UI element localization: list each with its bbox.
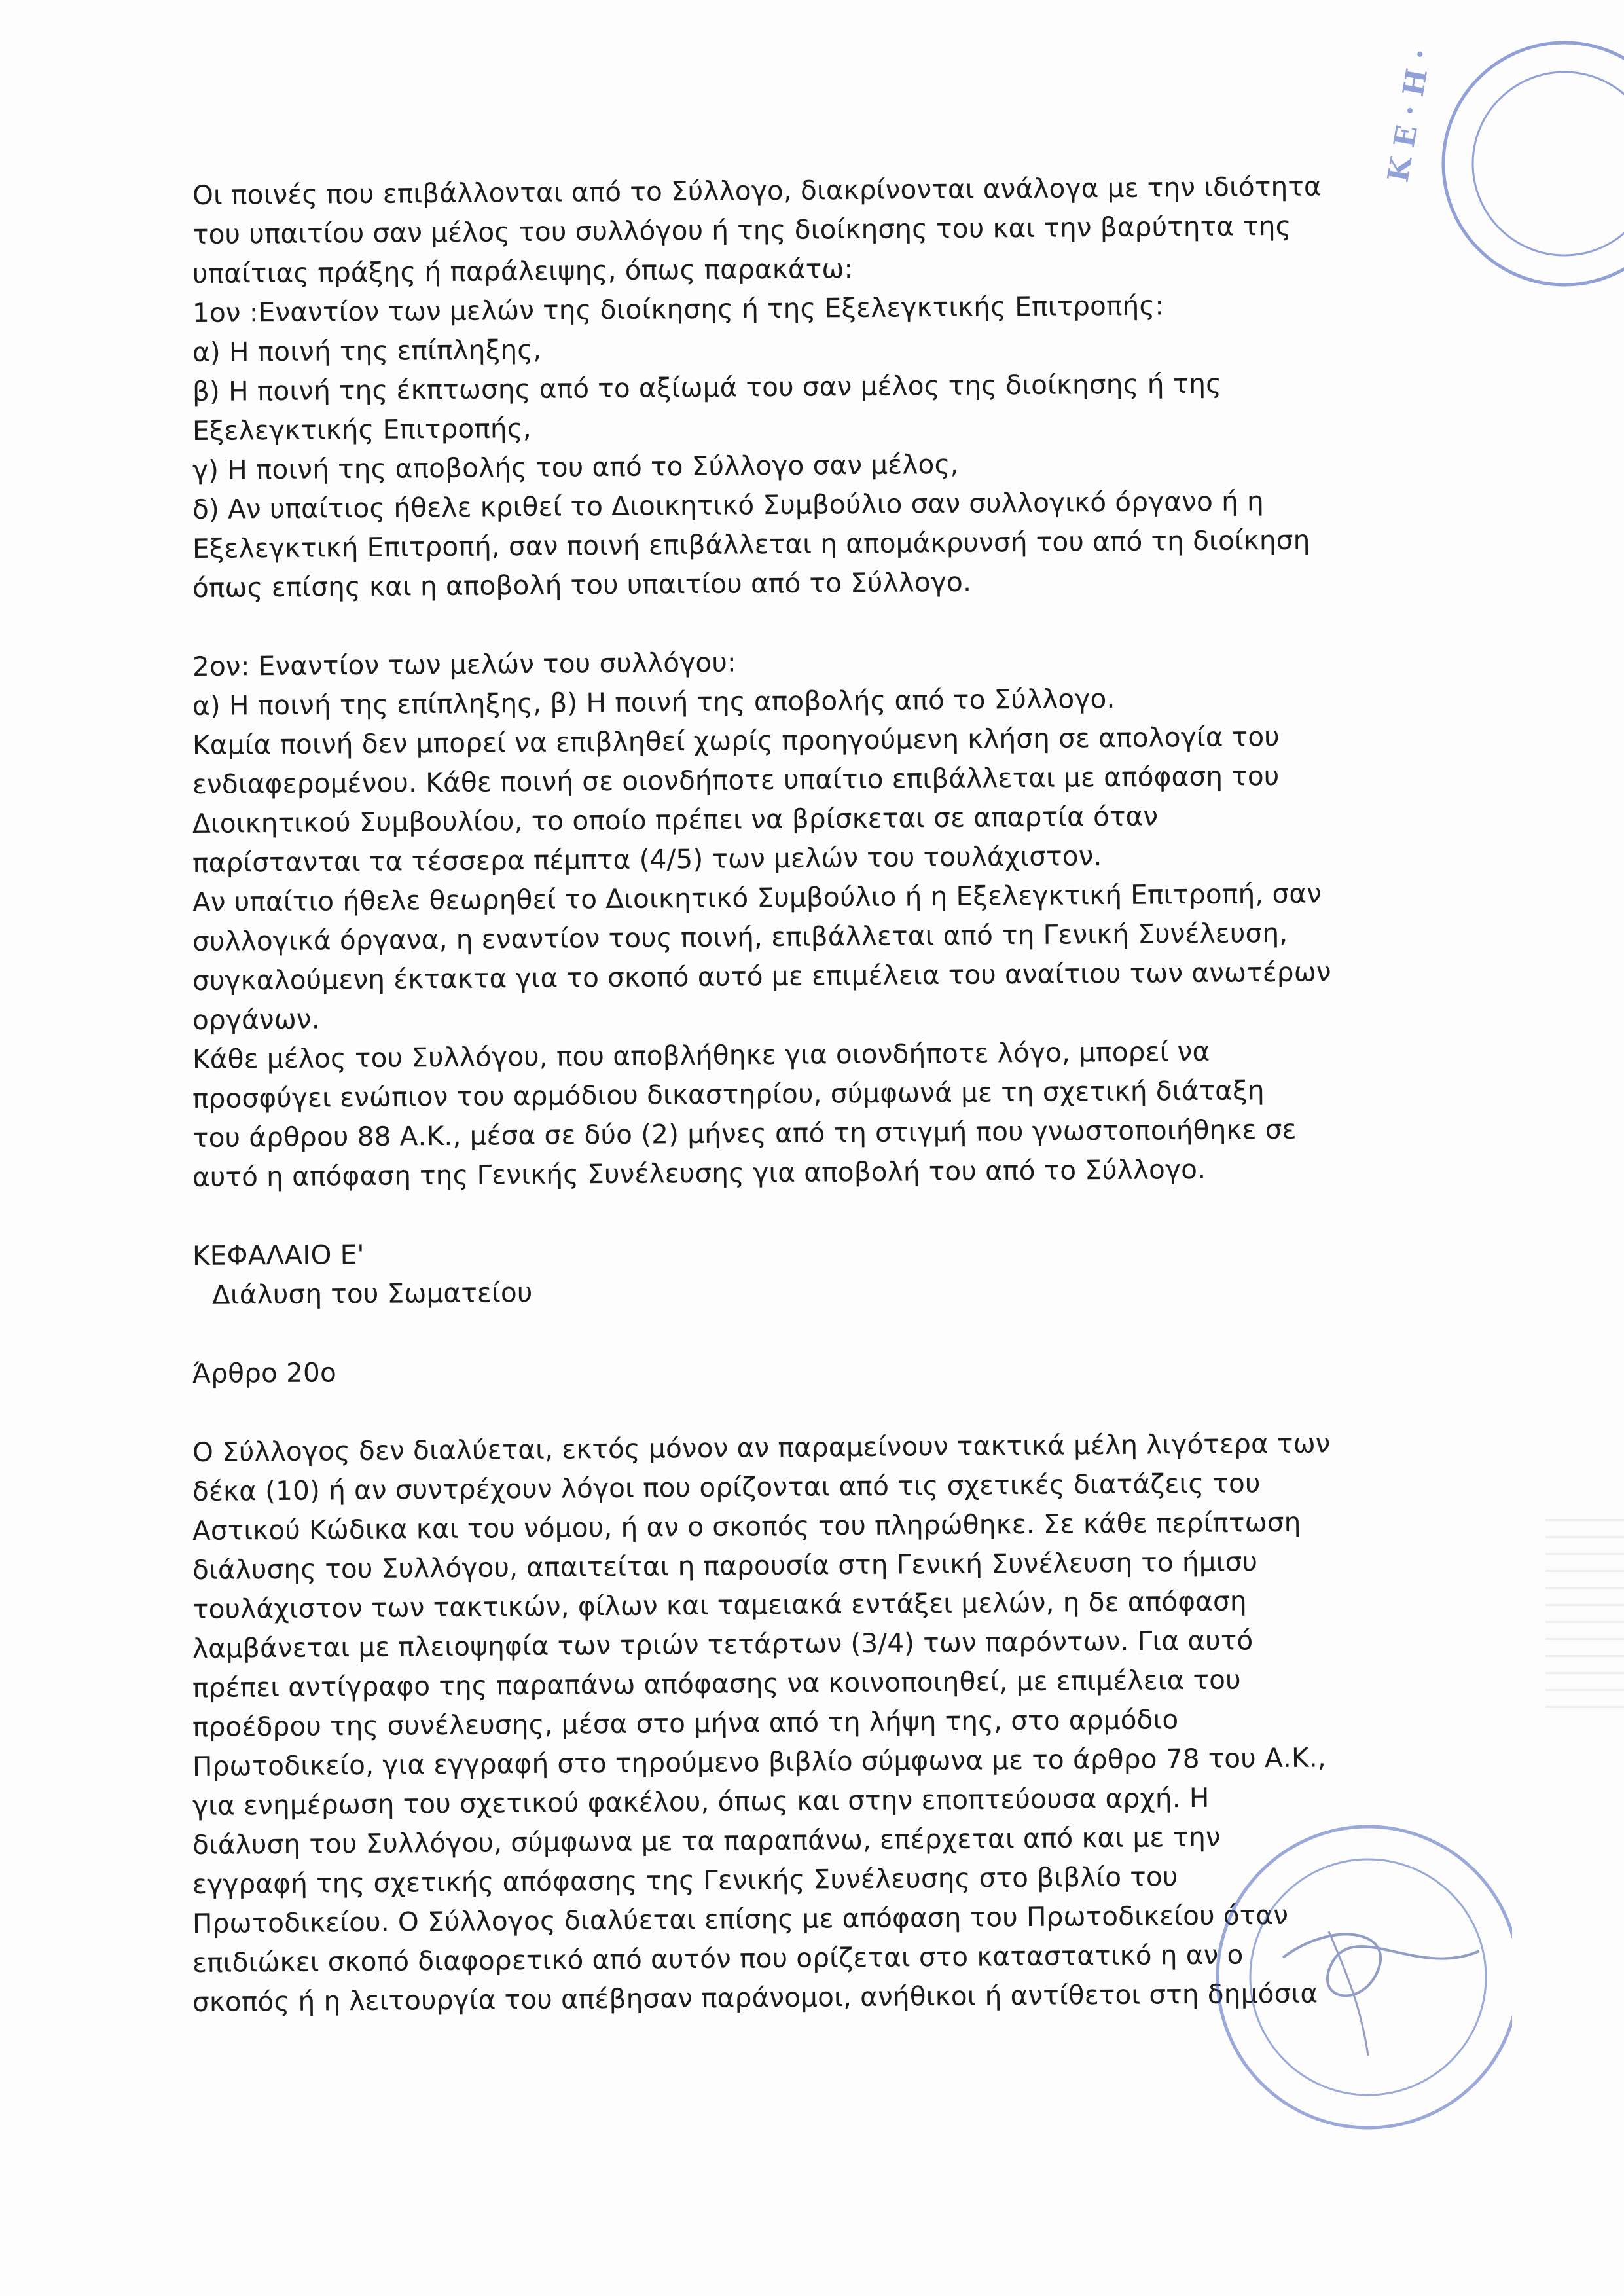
text-line: συλλογικά όργανα, η εναντίον τους ποινή, επιβάλλεται από τη Γενική Συνέλευση, xyxy=(192,917,1288,957)
paragraph-dissolution xyxy=(192,1427,1344,2022)
svg-text:Κ Ε · Η ·: Κ Ε · Η · xyxy=(1381,46,1438,185)
text-line: του υπαιτίου σαν μέλος του συλλόγου ή της διοίκησης του και την βαρύτητα της xyxy=(192,210,1291,250)
text-line: α) Η ποινή της επίπληξης, β) Η ποινή της αποβολής από το Σύλλογο. xyxy=(192,682,1115,721)
text-line: πρέπει αντίγραφο της παραπάνω απόφασης να κοινοποιηθεί, με επιμέλεια του xyxy=(192,1664,1241,1704)
text-line: υπαίτιας πράξης ή παράλειψης, όπως παρακάτω: xyxy=(192,253,854,289)
text-line: Αστικού Κώδικα και του νόμου, ή αν ο σκοπός του πληρώθηκε. Σε κάθε περίπτωση xyxy=(192,1506,1301,1546)
text-line: διάλυση του Συλλόγου, σύμφωνα με τα παραπάνω, επέρχεται από και με την xyxy=(192,1821,1221,1861)
text-line: του άρθρου 88 Α.Κ., μέσα σε δύο (2) μήνες από τη στιγμή που γνωστοποιήθηκε σε xyxy=(192,1113,1297,1154)
text-line: Οι ποινές που επιβάλλονται από το Σύλλογο, διακρίνονται ανάλογα με την ιδιότητα xyxy=(192,170,1322,211)
document-body xyxy=(192,170,1344,2022)
chapter-subtitle: Διάλυση του Σωματείου xyxy=(211,1276,533,1311)
text-line: οργάνων. xyxy=(192,1003,320,1036)
text-line: Πρωτοδικείου. Ο Σύλλογος διαλύεται επίσης με απόφαση του Πρωτοδικείου όταν xyxy=(192,1899,1289,1939)
paragraph-penalties xyxy=(192,170,1344,608)
text-line: παρίστανται τα τέσσερα πέμπτα (4/5) των μελών του τουλάχιστον. xyxy=(192,840,1102,879)
text-line: Πρωτοδικείο, για εγγραφή στο τηρούμενο βιβλίο σύμφωνα με το άρθρο 78 του Α.Κ., xyxy=(192,1741,1327,1782)
text-line: συγκαλούμενη έκτακτα για το σκοπό αυτό με επιμέλεια του αναίτιου των ανωτέρων xyxy=(192,956,1331,996)
text-line: δ) Αν υπαίτιος ήθελε κριθεί το Διοικητικό Συμβούλιο σαν συλλογικό όργανο ή η xyxy=(192,485,1265,525)
article-heading xyxy=(192,1354,1344,1393)
text-line: α) Η ποινή της επίπληξης, xyxy=(192,333,542,368)
text-line: λαμβάνεται με πλειοψηφία των τριών τετάρτων (3/4) των παρόντων. Για αυτό xyxy=(192,1624,1254,1664)
paragraph-members xyxy=(192,647,1344,1197)
text-line: όπως επίσης και η αποβολή του υπαιτίου από το Σύλλογο. xyxy=(192,566,972,604)
text-line: για ενημέρωση του σχετικού φακέλου, όπως και στην εποπτεύουσα αρχή. Η xyxy=(192,1781,1210,1821)
text-line: ενδιαφερομένου. Κάθε ποινή σε οιονδήποτε υπαίτιο επιβάλλεται με απόφαση του xyxy=(192,759,1280,800)
text-line: γ) Η ποινή της αποβολής του από το Σύλλογο σαν μέλος, xyxy=(192,448,959,486)
text-line: εγγραφή της σχετικής απόφασης της Γενικής Συνέλευσης στο βιβλίο του xyxy=(192,1861,1178,1900)
text-line: Εξελεγκτική Επιτροπή, σαν ποινή επιβάλλεται η απομάκρυνσή του από τη διοίκηση xyxy=(192,524,1310,564)
chapter-heading xyxy=(192,1236,1344,1315)
text-line: Εξελεγκτικής Επιτροπής, xyxy=(192,412,532,446)
text-line: τουλάχιστον των τακτικών, φίλων και ταμειακά εντάξει μελών, η δε απόφαση xyxy=(192,1585,1247,1625)
text-line: προέδρου της συνέλευσης, μέσα στο μήνα από τη λήψη της, στο αρμόδιο xyxy=(192,1704,1179,1743)
text-line: δέκα (10) ή αν συντρέχουν λόγοι που ορίζονται από τις σχετικές διατάζεις του xyxy=(192,1467,1261,1507)
text-line: Αν υπαίτιο ήθελε θεωρηθεί το Διοικητικό Συμβούλιο ή η Εξελεγκτική Επιτροπή, σαν xyxy=(192,877,1322,918)
chapter-title: ΚΕΦΑΛΑΙΟ Ε' xyxy=(192,1238,365,1271)
text-line: 1ον :Εναντίον των μελών της διοίκησης ή της Εξελεγκτικής Επιτροπής: xyxy=(192,289,1164,329)
text-line: σκοπός ή η λειτουργία του απέβησαν παράνομοι, ανήθικοι ή αντίθετοι στη δημόσια xyxy=(192,1977,1318,2018)
seal-stamp-top-icon xyxy=(1368,13,1624,314)
text-line: Διοικητικού Συμβουλίου, το οποίο πρέπει να βρίσκεται σε απαρτία όταν xyxy=(192,800,1159,839)
bleed-through-shadow xyxy=(1545,1519,1624,1715)
text-line: προσφύγει ενώπιον του αρμόδιου δικαστηρίου, σύμφωνά με τη σχετική διάταξη xyxy=(192,1074,1265,1114)
text-line: διάλυσης του Συλλόγου, απαιτείται η παρουσία στη Γενική Συνέλευση το ήμισυ xyxy=(192,1546,1258,1586)
text-line: Κάθε μέλος του Συλλόγου, που αποβλήθηκε για οιονδήποτε λόγο, μπορεί να xyxy=(192,1035,1210,1075)
text-line: αυτό η απόφαση της Γενικής Συνέλευσης για αποβολή του από το Σύλλογο. xyxy=(192,1153,1206,1193)
text-line: Ο Σύλλογος δεν διαλύεται, εκτός μόνον αν παραμείνουν τακτικά μέλη λιγότερα των xyxy=(192,1427,1331,1468)
text-line: επιδιώκει σκοπό διαφορετικό από αυτόν που ορίζεται στο καταστατικό η αν ο xyxy=(192,1939,1244,1978)
article-title: Άρθρο 20ο xyxy=(192,1357,337,1389)
text-line: 2ον: Εναντίον των μελών του συλλόγου: xyxy=(192,646,737,682)
text-line: β) Η ποινή της έκπτωσης από το αξίωμά του σαν μέλος της διοίκησης ή της xyxy=(192,367,1222,407)
text-line: Καμία ποινή δεν μπορεί να επιβληθεί χωρίς προηγούμενη κλήση σε απολογία του xyxy=(192,720,1280,761)
